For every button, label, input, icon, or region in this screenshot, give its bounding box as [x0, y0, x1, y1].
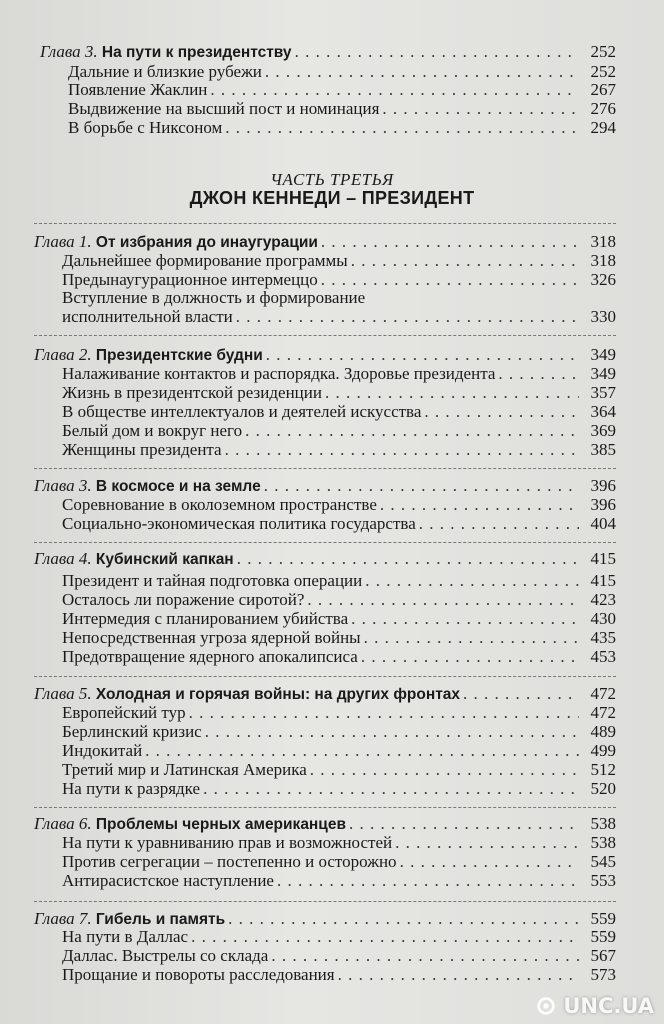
entry-title: Президент и тайная подготовка операции	[62, 571, 363, 590]
page-number: 559	[590, 927, 616, 946]
chapter-label: Глава 2.	[34, 345, 92, 364]
toc-entry	[62, 421, 616, 441]
toc-entry	[62, 647, 616, 667]
section-divider	[34, 223, 616, 224]
page-number: 453	[590, 647, 616, 666]
toc-entry	[62, 270, 616, 290]
page-number: 357	[590, 383, 616, 402]
toc-entry	[68, 62, 616, 82]
page-number: 430	[590, 609, 616, 628]
toc-entry	[62, 927, 616, 947]
toc-entry	[68, 118, 616, 138]
toc-entry	[62, 402, 616, 422]
toc-entry	[62, 703, 616, 723]
entry-title: В обществе интеллектуалов и деятелей искусства	[62, 402, 422, 421]
page-number: 318	[590, 232, 616, 251]
toc-chapter-entry	[34, 345, 616, 366]
toc-entry	[62, 628, 616, 648]
toc-chapter-entry	[34, 814, 616, 835]
part-title: ДЖОН КЕННЕДИ – ПРЕЗИДЕНТ	[189, 188, 475, 208]
page-number: 559	[590, 909, 616, 928]
page-number: 423	[590, 590, 616, 609]
toc-entry	[62, 946, 616, 966]
entry-title: На пути в Даллас	[62, 927, 189, 946]
toc-entry	[62, 364, 616, 384]
toc-entry	[62, 609, 616, 629]
page-number: 385	[590, 440, 616, 459]
entry-title: Соревнование в околоземном пространстве	[62, 495, 377, 514]
entry-title: Против сегрегации – постепенно и осторожно	[62, 852, 397, 871]
entry-title: Белый дом и вокруг него	[62, 421, 243, 440]
page-number: 276	[590, 99, 616, 118]
page-number: 404	[590, 514, 616, 533]
entry-title: Даллас. Выстрелы со склада	[62, 946, 269, 965]
toc-entry	[62, 852, 616, 872]
entry-title: Европейский тур	[62, 703, 186, 722]
section-divider	[34, 676, 616, 677]
page-number: 553	[590, 871, 616, 890]
entry-title: На пути к уравниванию прав и возможностей	[62, 833, 393, 852]
section-divider	[34, 901, 616, 902]
entry-title: Выдвижение на высший пост и номинация	[68, 99, 380, 118]
page-number: 567	[590, 946, 616, 965]
entry-title: Осталось ли поражение сиротой?	[62, 590, 305, 609]
page-number: 364	[590, 402, 616, 421]
page-number: 294	[590, 118, 616, 137]
page-number: 252	[590, 62, 616, 81]
page-number: 326	[590, 270, 616, 289]
chapter-title: От избрания до инаугурации	[95, 234, 318, 251]
chapter-label: Глава 7.	[34, 909, 92, 928]
section-divider	[34, 542, 616, 543]
entry-title: Налаживание контактов и распорядка. Здоровье президента	[62, 364, 496, 383]
entry-title: Предотвращение ядерного апокалипсиса	[62, 647, 358, 666]
chapter-label: Глава 6.	[34, 814, 92, 833]
toc-entry	[62, 495, 616, 515]
toc-entry	[62, 383, 616, 403]
entry-title: Социально-экономическая политика государства	[62, 514, 416, 533]
chapter-title: Президентские будни	[95, 347, 263, 364]
toc-entry	[62, 440, 616, 460]
entry-title: Предынаугурационное интермеццо	[62, 270, 318, 289]
toc-entry	[62, 571, 616, 591]
toc-entry	[62, 760, 616, 780]
ring-icon	[535, 995, 557, 1017]
section-divider	[34, 807, 616, 808]
toc-entry	[62, 722, 616, 742]
page-number: 396	[590, 476, 616, 495]
page-number: 472	[590, 684, 616, 703]
page-number: 330	[590, 307, 616, 326]
page-number: 267	[590, 80, 616, 99]
toc-entry	[68, 80, 616, 100]
toc-entry	[62, 965, 616, 985]
page-number: 415	[590, 549, 616, 568]
toc-chapter-entry	[34, 476, 616, 497]
page-number: 520	[590, 779, 616, 798]
toc-entry	[62, 779, 616, 799]
chapter-title: Холодная и горячая войны: на других фронтах	[95, 686, 461, 703]
chapter-title: В космосе и на земле	[95, 478, 261, 495]
entry-title: Непосредственная угроза ядерной войны	[62, 628, 361, 647]
page-number: 396	[590, 495, 616, 514]
toc-entry	[62, 514, 616, 534]
page-number: 415	[590, 571, 616, 590]
chapter-title: На пути к президентству	[101, 44, 292, 61]
entry-title: Прощание и повороты расследования	[62, 965, 335, 984]
page-number: 252	[590, 42, 616, 61]
toc-entry	[62, 833, 616, 853]
chapter-label: Глава 4.	[34, 549, 92, 568]
watermark	[535, 994, 654, 1018]
toc-chapter-entry	[40, 42, 616, 63]
entry-title: Женщины президента	[62, 440, 222, 459]
entry-title: На пути к разрядке	[62, 779, 201, 798]
entry-title: исполнительной власти	[62, 307, 233, 326]
entry-title: Дальние и близкие рубежи	[68, 62, 262, 81]
entry-title: Дальнейшее формирование программы	[62, 251, 348, 270]
entry-title: Индокитай	[62, 741, 143, 760]
section-divider	[34, 335, 616, 336]
entry-title: В борьбе с Никсоном	[68, 118, 223, 137]
page-number: 472	[590, 703, 616, 722]
chapter-title: Проблемы черных американцев	[95, 816, 346, 833]
toc-entry	[62, 871, 616, 891]
entry-title: Появление Жаклин	[68, 80, 208, 99]
page-number: 349	[590, 364, 616, 383]
page-number: 538	[590, 833, 616, 852]
watermark-text: UNC.UA	[563, 994, 654, 1018]
toc-chapter-entry	[34, 549, 616, 570]
toc-chapter-entry	[34, 232, 616, 253]
page-number: 349	[590, 345, 616, 364]
page-number: 435	[590, 628, 616, 647]
toc-entry	[62, 741, 616, 761]
chapter-label: Глава 3.	[40, 42, 98, 61]
page-number: 573	[590, 965, 616, 984]
dot-leader	[295, 42, 579, 62]
entry-title: Антирасистское наступление	[62, 871, 274, 890]
page-number: 318	[590, 251, 616, 270]
chapter-title: Кубинский капкан	[95, 551, 234, 568]
entry-title: Третий мир и Латинская Америка	[62, 760, 307, 779]
entry-title: Берлинский кризис	[62, 722, 202, 741]
section-divider	[34, 468, 616, 469]
chapter-label: Глава 1.	[34, 232, 92, 251]
chapter-label: Глава 5.	[34, 684, 92, 703]
page-number: 489	[590, 722, 616, 741]
chapter-title: Гибель и память	[95, 911, 226, 928]
part-label: ЧАСТЬ ТРЕТЬЯ	[270, 170, 394, 189]
entry-title: Интермедия с планированием убийства	[62, 609, 349, 628]
toc-entry	[62, 590, 616, 610]
page-number: 499	[590, 741, 616, 760]
entry-title-line: Вступление в должность и формирование	[62, 288, 366, 307]
toc-entry	[68, 99, 616, 119]
page-number: 369	[590, 421, 616, 440]
toc-entry	[62, 307, 616, 327]
chapter-label: Глава 3.	[34, 476, 92, 495]
entry-title: Жизнь в президентской резиденции	[62, 383, 322, 402]
page-number: 545	[590, 852, 616, 871]
toc-chapter-entry	[34, 684, 616, 705]
page-number: 512	[590, 760, 616, 779]
page-number: 538	[590, 814, 616, 833]
toc-entry	[62, 251, 616, 271]
